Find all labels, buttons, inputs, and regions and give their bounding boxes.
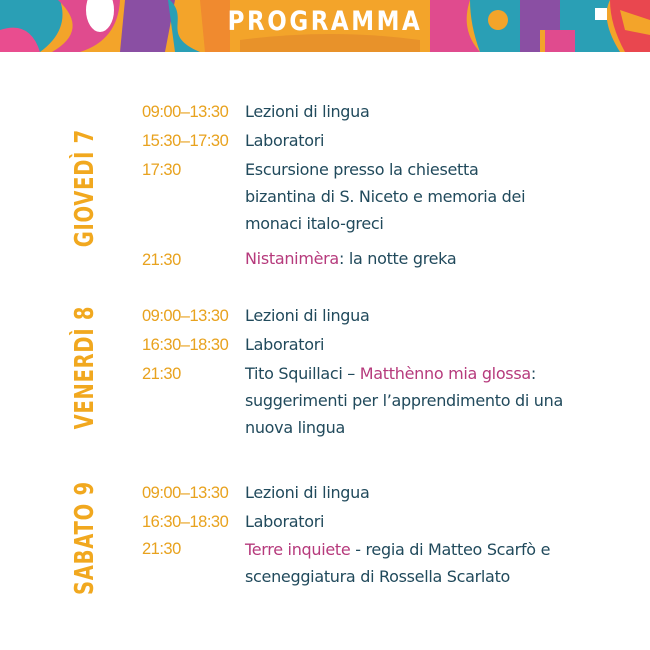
header-banner	[0, 0, 650, 52]
event-time: 15:30–17:30	[142, 132, 229, 150]
page-title: PROGRAMMA	[227, 6, 423, 37]
event-description: Lezioni di lingua	[245, 483, 370, 502]
event-description: Laboratori	[245, 131, 325, 150]
event-description: Escursione presso la chiesetta bizantina di S. Niceto e memoria dei monaci italo-greci	[245, 160, 526, 233]
event-time: 16:30–18:30	[142, 513, 229, 531]
event-highlight: Terre inquiete	[245, 540, 351, 559]
event-description	[245, 536, 555, 590]
event-time: 09:00–13:30	[142, 307, 229, 325]
event-description	[245, 245, 560, 272]
event-text: : la notte greka	[338, 249, 457, 268]
event-highlight: Nistanimèra	[245, 249, 339, 268]
event-time: 09:00–13:30	[142, 103, 229, 121]
event-description: Lezioni di lingua	[245, 306, 370, 325]
event-description: Laboratori	[245, 512, 325, 531]
event-time: 09:00–13:30	[142, 484, 229, 502]
event-time: 21:30	[142, 365, 181, 383]
event-highlight: Matthènno mia glossa	[359, 364, 531, 383]
day-label-friday: VENERDÌ 8	[70, 306, 100, 430]
event-time: 21:30	[142, 540, 181, 558]
event-time: 17:30	[142, 161, 181, 179]
event-description: Laboratori	[245, 335, 325, 354]
event-description	[245, 360, 563, 441]
event-time: 16:30–18:30	[142, 336, 229, 354]
day-label-saturday: SABATO 9	[70, 481, 100, 595]
event-time: 21:30	[142, 251, 181, 269]
event-description: Lezioni di lingua	[245, 102, 370, 121]
day-label-thursday: GIOVEDÌ 7	[70, 128, 100, 248]
event-text: : suggerimenti per l’apprendimento di una nuova lingua	[245, 364, 563, 437]
event-text: - regia di Matteo Scarfò e sceneggiatura di Rossella Scarlato	[245, 540, 551, 586]
event-prefix: Tito Squillaci –	[245, 364, 360, 383]
